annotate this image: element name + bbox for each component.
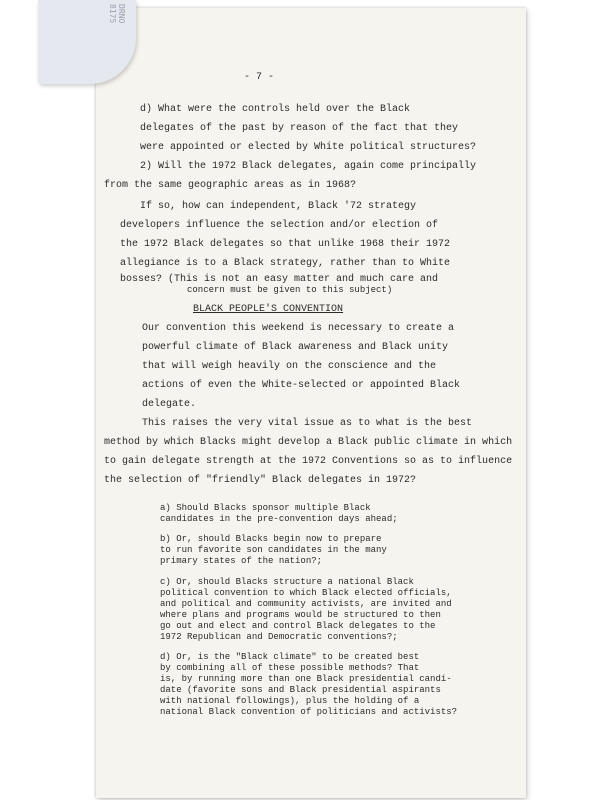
- text-line: allegiance is to a Black strategy, rather than to White: [120, 258, 451, 269]
- list-item-text: primary states of the nation?;: [160, 556, 323, 566]
- text-line: from the same geographic areas as in 1968?: [104, 180, 357, 191]
- list-item-text: and political and community activists, are invited and: [160, 599, 452, 609]
- text-line: delegate.: [142, 399, 197, 410]
- list-item-text: is, by running more than one Black presidential candi-: [160, 674, 452, 684]
- list-item-text: where plans and programs would be structured to then: [160, 610, 441, 620]
- list-item-text: candidates in the pre-convention days ahead;: [160, 514, 398, 524]
- text-line: the 1972 Black delegates so that unlike 1968 their 1972: [120, 239, 451, 250]
- text-line: 2) Will the 1972 Black delegates, again come principally: [140, 161, 477, 172]
- list-item-text: date (favorite sons and Black presidential aspirants: [160, 685, 441, 695]
- list-item-text: a) Should Blacks sponsor multiple Black: [160, 503, 371, 513]
- text-line: delegates of the past by reason of the fact that they: [140, 123, 459, 134]
- text-line: method by which Blacks might develop a Black public climate in which: [104, 437, 513, 448]
- list-item-text: b) Or, should Blacks begin now to prepare: [160, 534, 382, 544]
- text-line: powerful climate of Black awareness and Black unity: [142, 342, 449, 353]
- text-line: to gain delegate strength at the 1972 Conventions so as to influence: [104, 456, 513, 467]
- section-heading: BLACK PEOPLE'S CONVENTION: [193, 304, 344, 315]
- text-line: bosses? (This is not an easy matter and much care and: [120, 274, 439, 285]
- text-line: that will weigh heavily on the conscience and the: [142, 361, 437, 372]
- document-page: [96, 8, 526, 798]
- text-line: the selection of "friendly" Black delegates in 1972?: [104, 475, 417, 486]
- text-line: Our convention this weekend is necessary to create a: [142, 323, 455, 334]
- list-item-text: by combining all of these possible methods? That: [160, 663, 420, 673]
- text-line: were appointed or elected by White political structures?: [140, 142, 477, 153]
- text-line: This raises the very vital issue as to what is the best: [142, 418, 473, 429]
- list-item-text: c) Or, should Blacks structure a national Black: [160, 577, 414, 587]
- list-item-text: national Black convention of politicians and activists?: [160, 707, 458, 717]
- text-line: developers influence the selection and/or election of: [120, 220, 439, 231]
- page-number: - 7 -: [244, 72, 275, 83]
- folded-corner: [38, 0, 136, 84]
- text-line: If so, how can independent, Black '72 strategy: [140, 201, 417, 212]
- text-line: d) What were the controls held over the Black: [140, 104, 411, 115]
- list-item-text: with national followings), plus the holding of a: [160, 696, 420, 706]
- list-item-text: go out and elect and control Black delegates to the: [160, 621, 436, 631]
- list-item-text: to run favorite son candidates in the many: [160, 545, 387, 555]
- list-item-text: political convention to which Black elected officials,: [160, 588, 452, 598]
- list-item-text: 1972 Republican and Democratic conventions?;: [160, 632, 398, 642]
- text-line: concern must be given to this subject): [187, 285, 393, 295]
- list-item-text: d) Or, is the "Black climate" to be created best: [160, 652, 420, 662]
- corner-stamp: DRNO 8175: [108, 4, 126, 24]
- text-line: actions of even the White-selected or appointed Black: [142, 380, 461, 391]
